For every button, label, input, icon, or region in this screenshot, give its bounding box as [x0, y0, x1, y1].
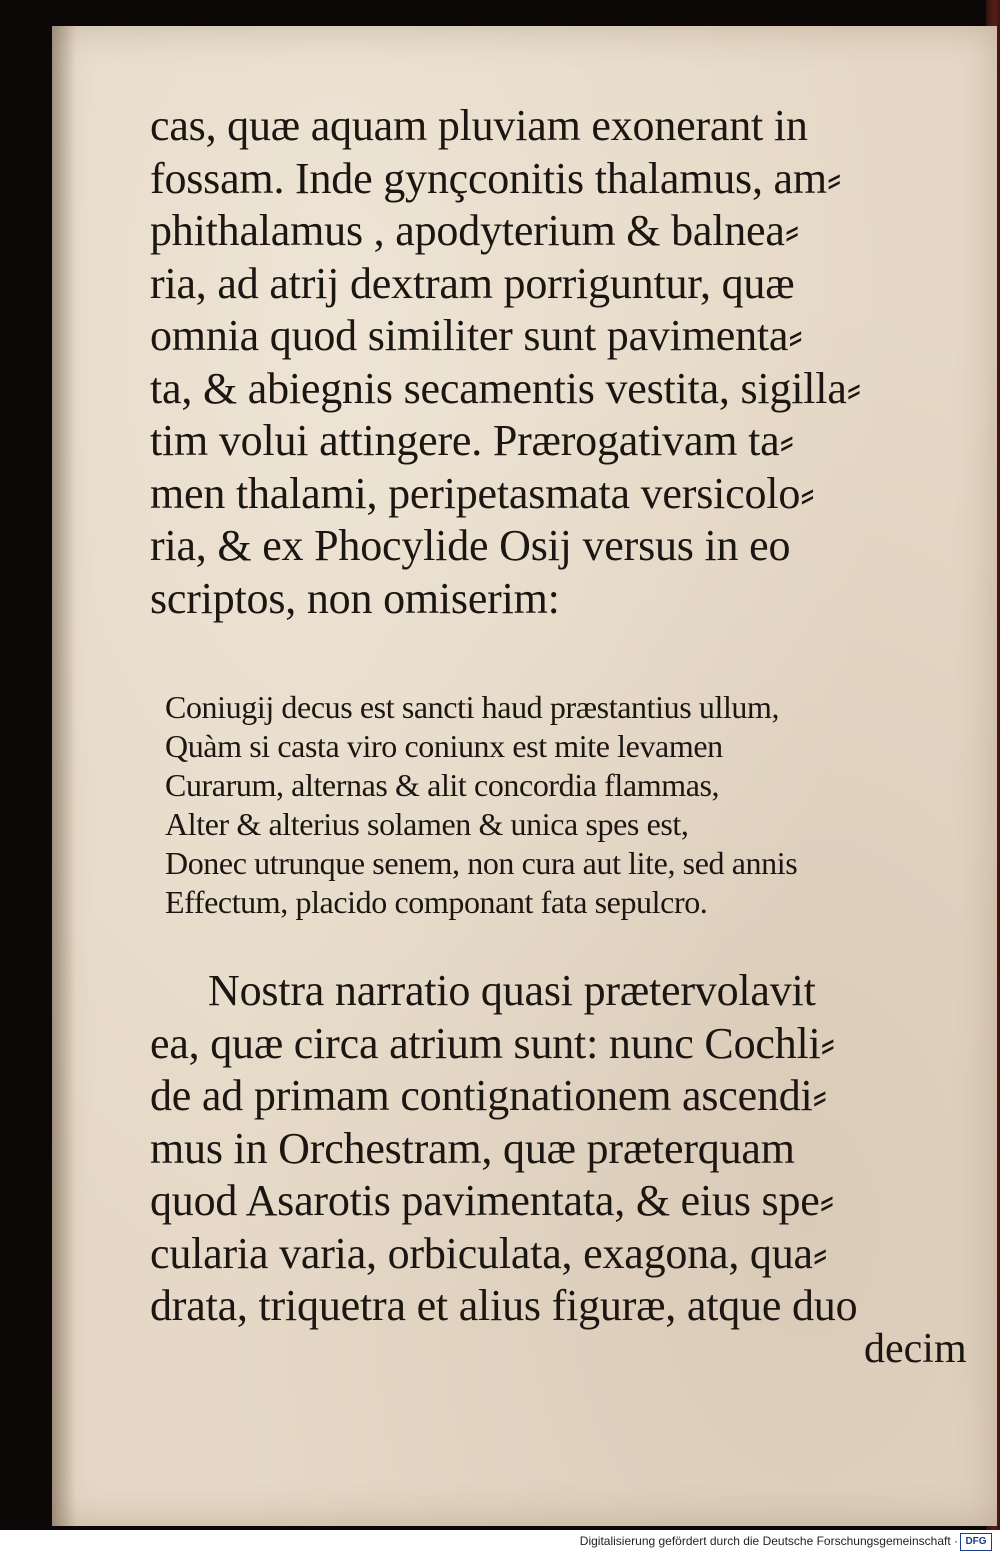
text-line: ta, & abiegnis secamentis vestita, sigilla⸗	[150, 363, 862, 413]
paragraph-2	[150, 965, 940, 1333]
verse-line: Effectum, placido componant fata sepulcro.	[165, 884, 708, 920]
footer-bar	[0, 1530, 1000, 1553]
text-line: ria, ad atrij dextram porriguntur, quæ	[150, 258, 795, 308]
text-line: tim volui attingere. Prærogativam ta⸗	[150, 416, 794, 465]
text-line: de ad primam contignationem ascendi⸗	[150, 1071, 828, 1120]
poem-verses	[165, 688, 945, 922]
text-line: cas, quæ aquam pluviam exonerant in	[150, 101, 808, 150]
text-line: cularia varia, orbiculata, exagona, qua⸗	[150, 1228, 828, 1278]
catchword: decim	[864, 1326, 967, 1372]
text-line: mus in Orchestram, quæ præterquam	[150, 1123, 795, 1173]
text-line: men thalami, peripetasmata versicolo⸗	[150, 468, 815, 518]
text-line: ria, & ex Phocylide Osij versus in eo	[150, 521, 791, 570]
text-line: fossam. Inde gynçconitis thalamus, am⸗	[150, 153, 842, 203]
text-line: omnia quod similiter sunt pavimenta⸗	[150, 311, 803, 360]
text-line: drata, triquetra et alius figuræ, atque duo	[150, 1281, 858, 1330]
verse-line: Quàm si casta viro coniunx est mite levamen	[165, 728, 723, 764]
text-line: Nostra narratio quasi prætervolavit	[208, 966, 816, 1015]
funding-credit: Digitalisierung gefördert durch die Deutsche Forschungsgemeinschaft ·	[579, 1534, 958, 1548]
paragraph-1	[150, 100, 940, 625]
text-line: phithalamus , apodyterium & balnea⸗	[150, 206, 800, 255]
verse-line: Donec utrunque senem, non cura aut lite, sed annis	[165, 845, 798, 881]
verse-line: Curarum, alternas & alit concordia flammas,	[165, 767, 720, 803]
verse-line: Alter & alterius solamen & unica spes est,	[165, 806, 689, 842]
text-line: quod Asarotis pavimentata, & eius spe⸗	[150, 1176, 835, 1225]
text-line: ea, quæ circa atrium sunt: nunc Cochli⸗	[150, 1018, 836, 1068]
dfg-logo: DFG	[960, 1533, 992, 1551]
text-line: scriptos, non omiserim:	[150, 573, 560, 623]
verse-line: Coniugij decus est sancti haud præstantius ullum,	[165, 689, 780, 725]
